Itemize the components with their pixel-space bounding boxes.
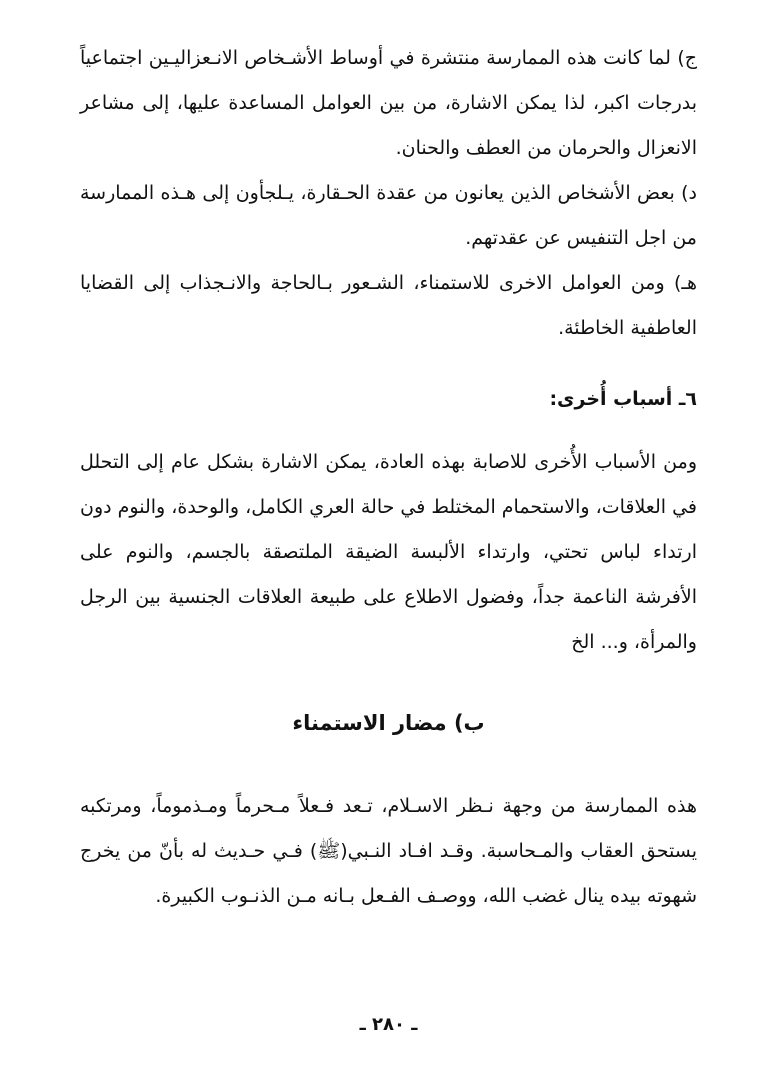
section-6-heading: ٦ـ أسباب أُخرى:	[549, 388, 697, 410]
paragraph-d: د) بعض الأشخاص الذين يعانون من عقدة الحـقارة، يـلجأون إلى هـذه الممارسة من اجل التنفيس عن عقدتهم.	[80, 182, 697, 249]
page-number: ـ ٢٨٠ ـ	[359, 1014, 418, 1035]
spacer	[80, 746, 697, 784]
spacer	[80, 665, 697, 701]
section-b-paragraph: هذه الممارسة من وجهة نـظر الاسـلام، تـعد فـعلاً مـحرماً ومـذموماً، ومرتكبه يستحق العقاب والمـحاسبة. وقـد افـاد النـبي(ﷺ) فـي حـديث له بأنّ من يخرج شهوته بيده ينال غضب الله، ووصـف الفـعل بـانه مـن الذنـوب الكبيرة.	[80, 795, 697, 907]
page-body	[80, 36, 697, 919]
paragraph-h: هـ) ومن العوامل الاخرى للاستمناء، الشـعور بـالحاجة والانـجذاب إلى القضايا العاطفية الخاطئة.	[80, 272, 697, 339]
section-b-heading: ب) مضار الاستمناء	[292, 711, 485, 735]
spacer	[80, 351, 697, 377]
paragraph-c: ج) لما كانت هذه الممارسة منتشرة في أوساط الأشـخاص الانـعزاليـين اجتماعياً بدرجات اكبر، لذا يمكن الاشارة، من بين العوامل المساعدة عليها، إلى مشاعر الانعزال والحرمان من العطف والحنان.	[80, 47, 697, 159]
section-6-paragraph: ومن الأسباب الأُخرى للاصابة بهذه العادة، يمكن الاشارة بشكل عام إلى التحلل في العلاقات، والاستحمام المختلط في حالة العري الكامل، والوحدة، والنوم دون ارتداء لباس تحتي، وارتداء الألبسة الضيقة الملتصقة بالجسم، والنوم على الأفرشة الناعمة جداً، وفضول الاطلاع على طبيعة العلاقات الجنسية بين الرجل والمرأة، و... الخ	[80, 451, 697, 653]
spacer	[80, 422, 697, 440]
